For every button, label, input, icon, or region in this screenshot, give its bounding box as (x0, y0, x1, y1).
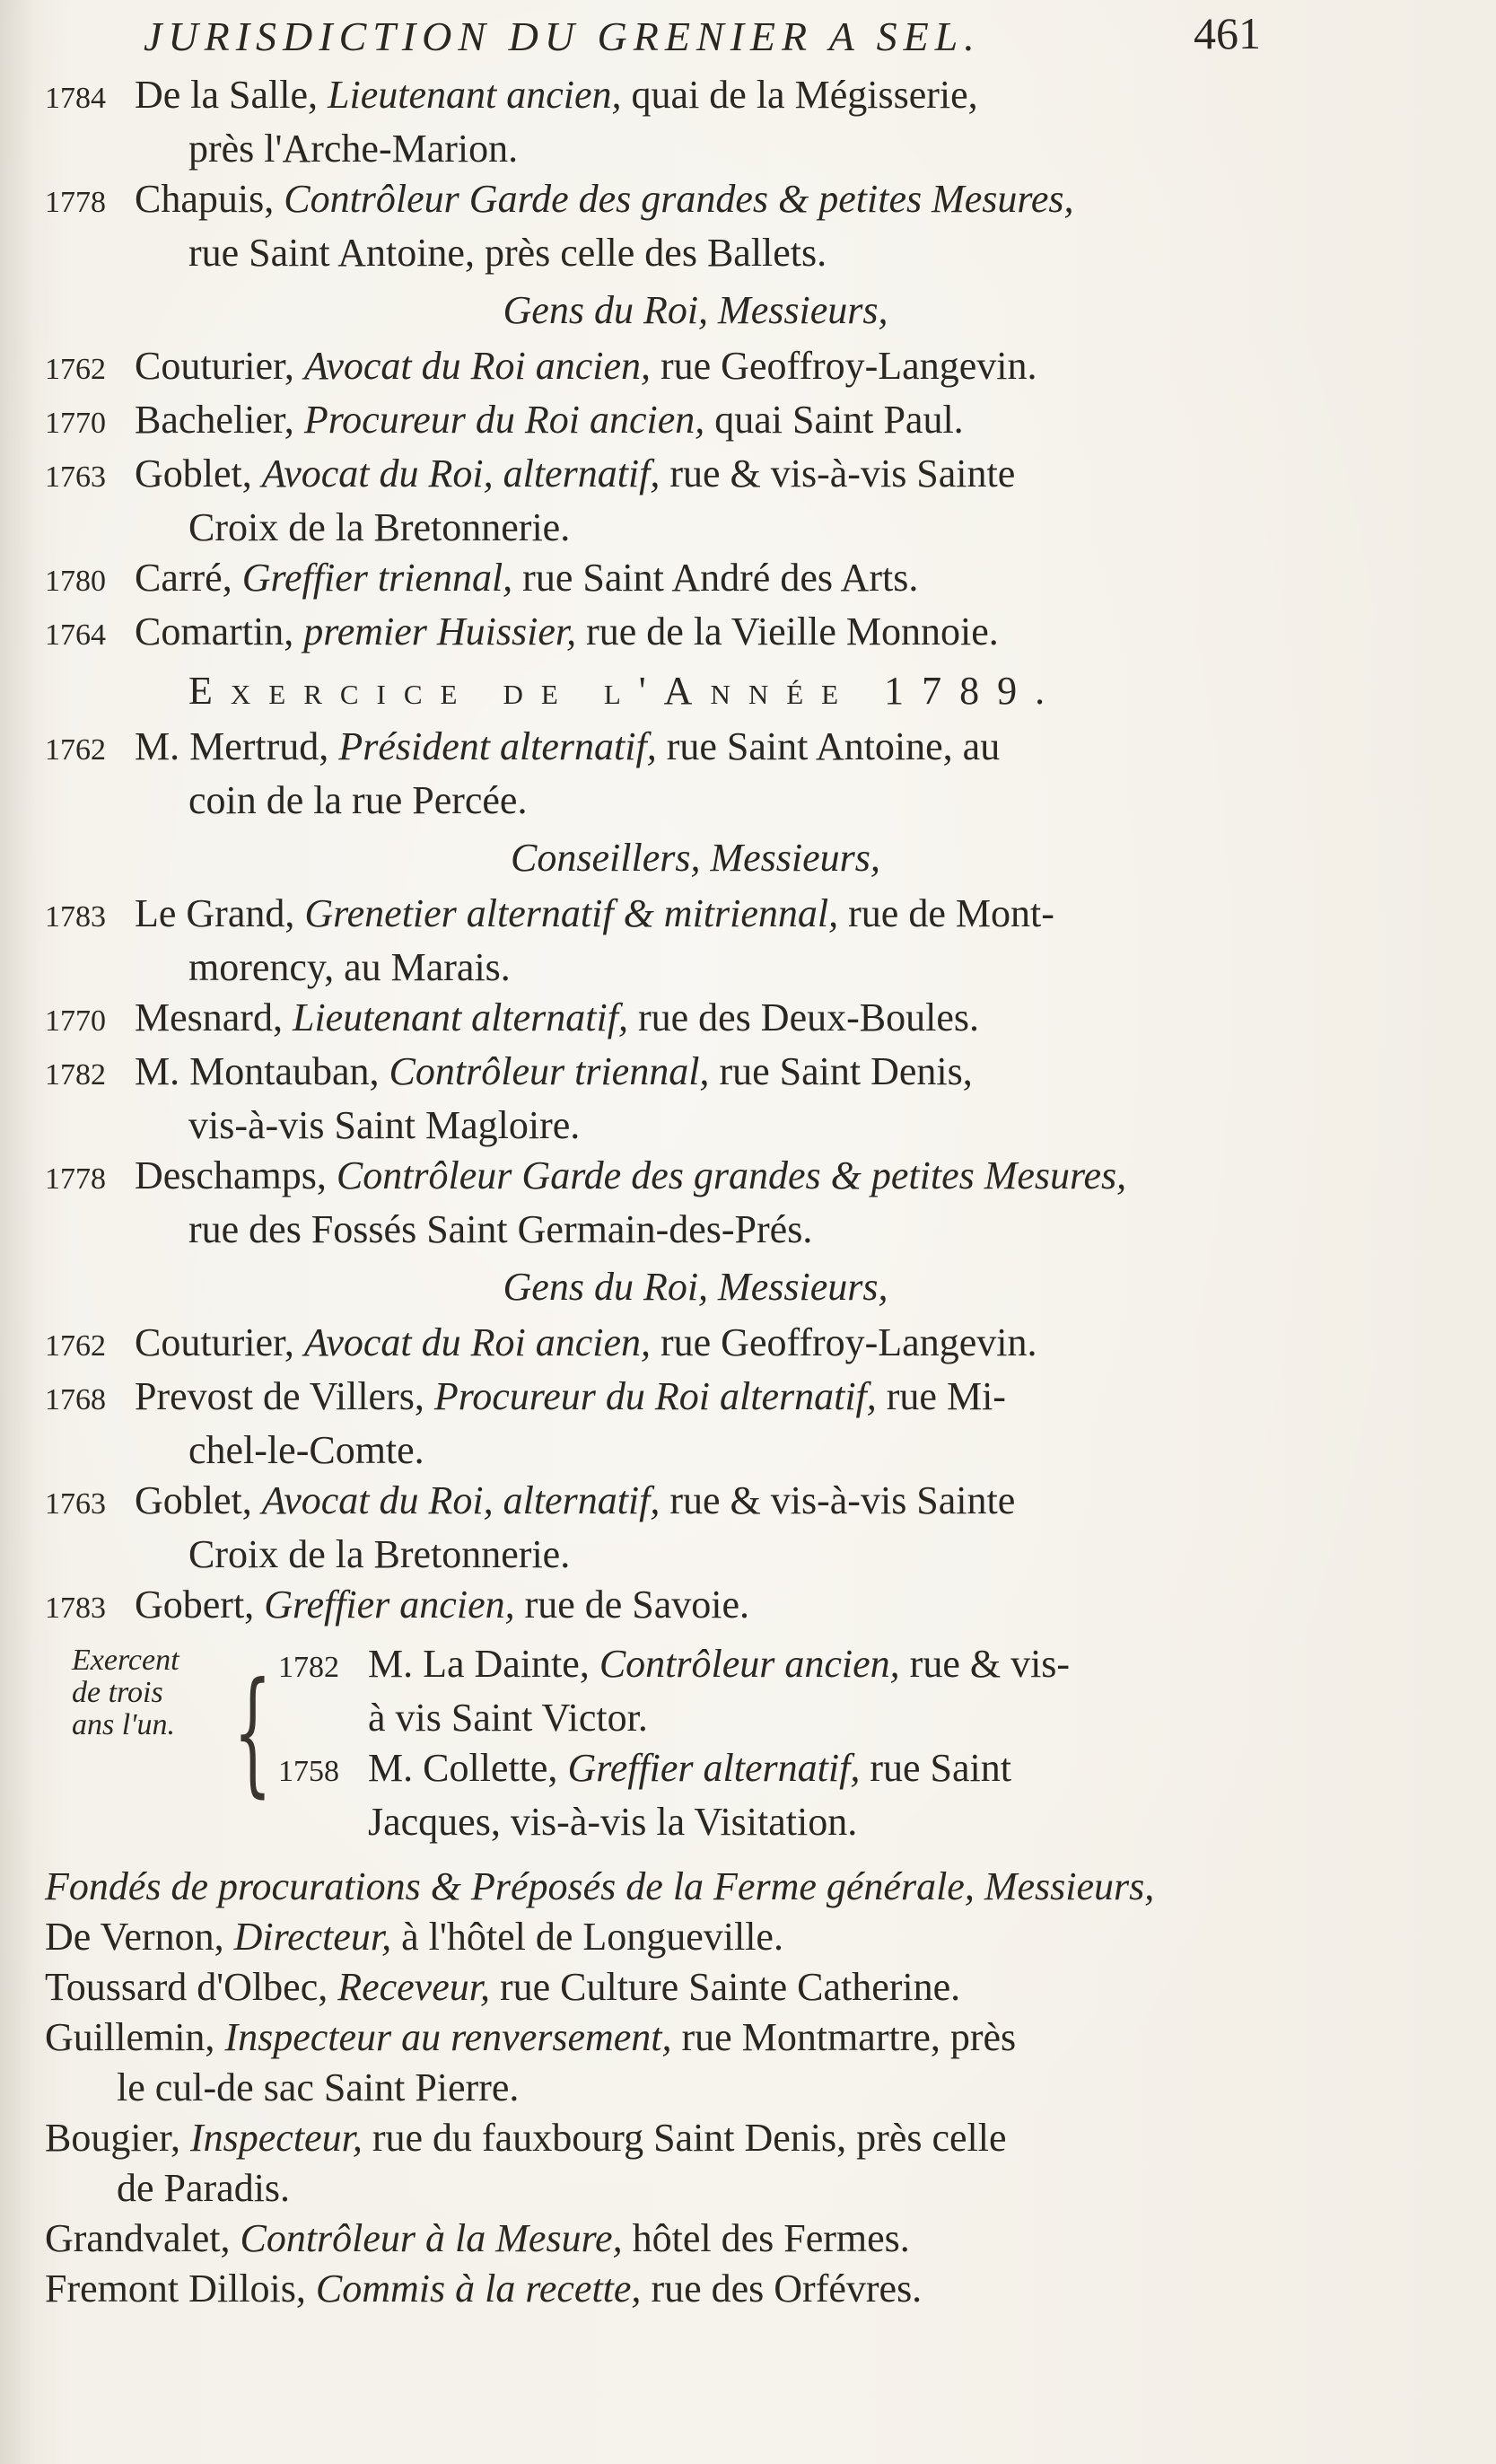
entry-first-line (45, 889, 1346, 943)
entry-first-line (278, 1743, 1346, 1797)
entry-first-line (45, 2264, 1346, 2314)
entry-office: Greffier ancien, (264, 1583, 515, 1627)
entry-first-line (45, 395, 1346, 449)
entry-year: 1770 (45, 407, 106, 440)
entry-address: rue Saint Antoine, au (666, 724, 1001, 768)
entry-office: Grenetier alternatif & mitriennal, (304, 891, 839, 935)
list-item (45, 2214, 1346, 2264)
entry-first-line (45, 341, 1346, 395)
entries-block-2 (45, 341, 1346, 661)
entry-address: rue Culture Sainte Catherine. (500, 1965, 961, 2009)
entry-name: Comartin, (135, 609, 294, 653)
section-heading-gens-du-roi-2: Gens du Roi, Messieurs, (503, 1265, 888, 1309)
list-item (45, 889, 1346, 993)
curly-brace-icon: { (233, 1654, 272, 1811)
entry-first-line (278, 1639, 1346, 1693)
entry-first-line (45, 70, 1346, 124)
list-item (45, 1580, 1346, 1634)
entry-continuation: le cul-de sac Saint Pierre. (117, 2065, 520, 2109)
list-item (45, 1372, 1346, 1476)
entry-year: 1764 (45, 618, 106, 652)
entry-address: rue de la Vieille Monnoie. (586, 609, 999, 653)
list-item (278, 1639, 1346, 1743)
entry-address: rue Saint André des Arts. (522, 556, 919, 600)
entry-name: M. La Dainte, (368, 1642, 590, 1686)
list-item (45, 1476, 1346, 1580)
entry-address: rue & vis-à-vis Sainte (669, 452, 1016, 495)
entry-name: Guillemin, (45, 2015, 215, 2059)
entry-office: Inspecteur, (190, 2116, 363, 2160)
entry-continuation: Croix de la Bretonnerie. (188, 505, 571, 549)
entry-office: Greffier triennal, (241, 556, 513, 600)
entry-first-line (45, 1912, 1346, 1962)
entry-first-line (45, 174, 1346, 228)
entry-address: à l'hôtel de Longueville. (401, 1915, 783, 1959)
entry-year: 1783 (45, 900, 106, 934)
entry-year: 1763 (45, 1487, 106, 1521)
list-item (278, 1743, 1346, 1847)
entry-continuation: à vis Saint Victor. (368, 1696, 648, 1740)
entry-first-line (45, 993, 1346, 1047)
entry-name: M. Montauban, (135, 1049, 380, 1093)
entry-office: Greffier alternatif, (567, 1746, 861, 1790)
entry-year: 1780 (45, 565, 106, 598)
entry-year: 1782 (278, 1651, 339, 1684)
entry-first-line (45, 2214, 1346, 2264)
list-item (45, 993, 1346, 1047)
entry-first-line (45, 1151, 1346, 1205)
entry-first-line (45, 1580, 1346, 1634)
entry-year: 1778 (45, 186, 106, 219)
entries-preposes (45, 1912, 1346, 2314)
entry-office: Directeur, (233, 1915, 392, 1959)
entry-office: Procureur du Roi ancien, (303, 398, 705, 442)
entry-continuation: de Paradis. (117, 2166, 291, 2210)
entry-office: Inspecteur au renversement, (224, 2015, 672, 2059)
entry-name: Carré, (135, 556, 232, 600)
entry-address: rue des Orfévres. (651, 2267, 923, 2311)
list-item (45, 1047, 1346, 1151)
list-item (45, 722, 1346, 826)
entry-name: De Vernon, (45, 1915, 224, 1959)
entry-office: Avocat du Roi, alternatif, (261, 452, 661, 495)
list-item (45, 553, 1346, 607)
list-item (45, 70, 1346, 174)
entry-address: rue Mi- (886, 1374, 1006, 1418)
entry-name: Prevost de Villers, (135, 1374, 424, 1418)
list-item (45, 174, 1346, 278)
entry-first-line (45, 2012, 1346, 2063)
list-item (45, 2012, 1346, 2113)
list-item (45, 341, 1346, 395)
entry-address: hôtel des Fermes. (632, 2216, 910, 2260)
entries-block-4 (45, 889, 1346, 1255)
entry-year: 1770 (45, 1004, 106, 1038)
entry-address: rue du fauxbourg Saint Denis, près celle (372, 2116, 1007, 2160)
entry-office: Contrôleur Garde des grandes & petites Mesures, (284, 177, 1074, 221)
list-item (45, 607, 1346, 661)
entry-year: 1778 (45, 1162, 106, 1196)
entry-office: Receveur, (337, 1965, 490, 2009)
entry-year: 1784 (45, 82, 106, 115)
page-number: 461 (1194, 8, 1261, 58)
entry-office: Contrôleur triennal, (389, 1049, 710, 1093)
bracket-label: Exercent de trois ans l'un. (72, 1644, 179, 1741)
page-gutter-shadow (0, 0, 36, 2464)
list-item (45, 2264, 1346, 2314)
entry-continuation: Jacques, vis-à-vis la Visitation. (368, 1800, 858, 1844)
entry-name: Fremont Dillois, (45, 2267, 306, 2311)
entry-first-line (45, 1318, 1346, 1372)
entry-name: M. Mertrud, (135, 724, 329, 768)
entries-block-5 (45, 1318, 1346, 1634)
entry-office: Contrôleur à la Mesure, (240, 2216, 623, 2260)
section-heading-exercice: Exercice de l'Année 1789. (188, 669, 1063, 713)
entry-name: Mesnard, (135, 995, 283, 1039)
entry-address: rue & vis- (909, 1642, 1071, 1686)
entry-continuation: coin de la rue Percée. (188, 778, 528, 822)
entry-first-line (45, 607, 1346, 661)
entry-year: 1763 (45, 460, 106, 494)
entry-name: Couturier, (135, 1320, 294, 1364)
list-item (45, 1912, 1346, 1962)
entry-office: Avocat du Roi ancien, (303, 1320, 651, 1364)
entry-office: Procureur du Roi alternatif, (433, 1374, 877, 1418)
entry-address: rue de Mont- (848, 891, 1054, 935)
entry-office: Lieutenant alternatif, (292, 995, 628, 1039)
entry-first-line (45, 1962, 1346, 2012)
entry-address: rue Montmartre, près (681, 2015, 1017, 2059)
entry-continuation: près l'Arche-Marion. (188, 127, 519, 171)
entry-continuation: vis-à-vis Saint Magloire. (188, 1103, 581, 1147)
entry-name: De la Salle, (135, 73, 319, 117)
entry-first-line (45, 2113, 1346, 2163)
entry-name: Toussard d'Olbec, (45, 1965, 328, 2009)
entry-first-line (45, 722, 1346, 776)
entry-name: Gobert, (135, 1583, 255, 1627)
entry-name: Couturier, (135, 344, 294, 388)
list-item (45, 1151, 1346, 1255)
entry-name: M. Collette, (368, 1746, 558, 1790)
entry-name: Le Grand, (135, 891, 295, 935)
entry-office: Commis à la recette, (315, 2267, 642, 2311)
entry-office: Avocat du Roi ancien, (303, 344, 651, 388)
entry-address: rue Saint Denis, (719, 1049, 973, 1093)
section-heading-gens-du-roi: Gens du Roi, Messieurs, (503, 288, 888, 332)
entries-block-3 (45, 722, 1346, 826)
list-item (45, 1318, 1346, 1372)
entries-block-1 (45, 70, 1346, 278)
running-head: JURISDICTION DU GRENIER A SEL. (144, 13, 981, 59)
entry-name: Bachelier, (135, 398, 294, 442)
entry-continuation: rue Saint Antoine, près celle des Ballets. (188, 231, 827, 275)
entry-address: rue Saint (870, 1746, 1011, 1790)
bracketed-entries (45, 1639, 1346, 1844)
entry-address: rue des Deux-Boules. (637, 995, 979, 1039)
entry-year: 1782 (45, 1058, 106, 1092)
entry-year: 1758 (278, 1755, 339, 1788)
entry-first-line (45, 1047, 1346, 1100)
entry-address: quai de la Mégisserie, (631, 73, 978, 117)
entry-name: Goblet, (135, 452, 252, 495)
entry-address: quai Saint Paul. (714, 398, 964, 442)
entry-year: 1762 (45, 353, 106, 386)
entry-year: 1768 (45, 1383, 106, 1416)
entry-office: Contrôleur ancien, (599, 1642, 900, 1686)
entry-continuation: morency, au Marais. (188, 945, 511, 989)
entry-first-line (45, 553, 1346, 607)
entry-office: Contrôleur Garde des grandes & petites Mesures, (336, 1153, 1127, 1197)
entry-address: rue & vis-à-vis Sainte (669, 1478, 1016, 1522)
list-item (45, 2113, 1346, 2214)
entry-name: Goblet, (135, 1478, 252, 1522)
bracket-entry-list (278, 1639, 1346, 1847)
entry-name: Grandvalet, (45, 2216, 231, 2260)
entry-continuation: chel-le-Comte. (188, 1428, 424, 1472)
entry-continuation: rue des Fossés Saint Germain-des-Prés. (188, 1207, 813, 1251)
section-heading-preposes: Fondés de procurations & Préposés de la Ferme générale, Messieurs, (45, 1864, 1155, 1908)
entry-name: Chapuis, (135, 177, 275, 221)
entry-name: Bougier, (45, 2116, 180, 2160)
entry-office: premier Huissier, (303, 609, 577, 653)
entry-first-line (45, 1476, 1346, 1530)
entry-year: 1762 (45, 1329, 106, 1363)
entry-first-line (45, 449, 1346, 503)
entry-office: Avocat du Roi, alternatif, (261, 1478, 661, 1522)
entry-year: 1762 (45, 733, 106, 767)
entry-name: Deschamps, (135, 1153, 327, 1197)
list-item (45, 449, 1346, 553)
entry-first-line (45, 1372, 1346, 1425)
entry-year: 1783 (45, 1592, 106, 1625)
page-content (45, 70, 1346, 2314)
entry-continuation: Croix de la Bretonnerie. (188, 1532, 571, 1576)
entry-address: rue Geoffroy-Langevin. (661, 344, 1037, 388)
entry-office: Lieutenant ancien, (328, 73, 622, 117)
list-item (45, 395, 1346, 449)
list-item (45, 1962, 1346, 2012)
entry-address: rue Geoffroy-Langevin. (661, 1320, 1037, 1364)
section-heading-conseillers: Conseillers, Messieurs, (511, 836, 880, 880)
entry-office: Président alternatif, (338, 724, 657, 768)
entry-address: rue de Savoie. (524, 1583, 750, 1627)
